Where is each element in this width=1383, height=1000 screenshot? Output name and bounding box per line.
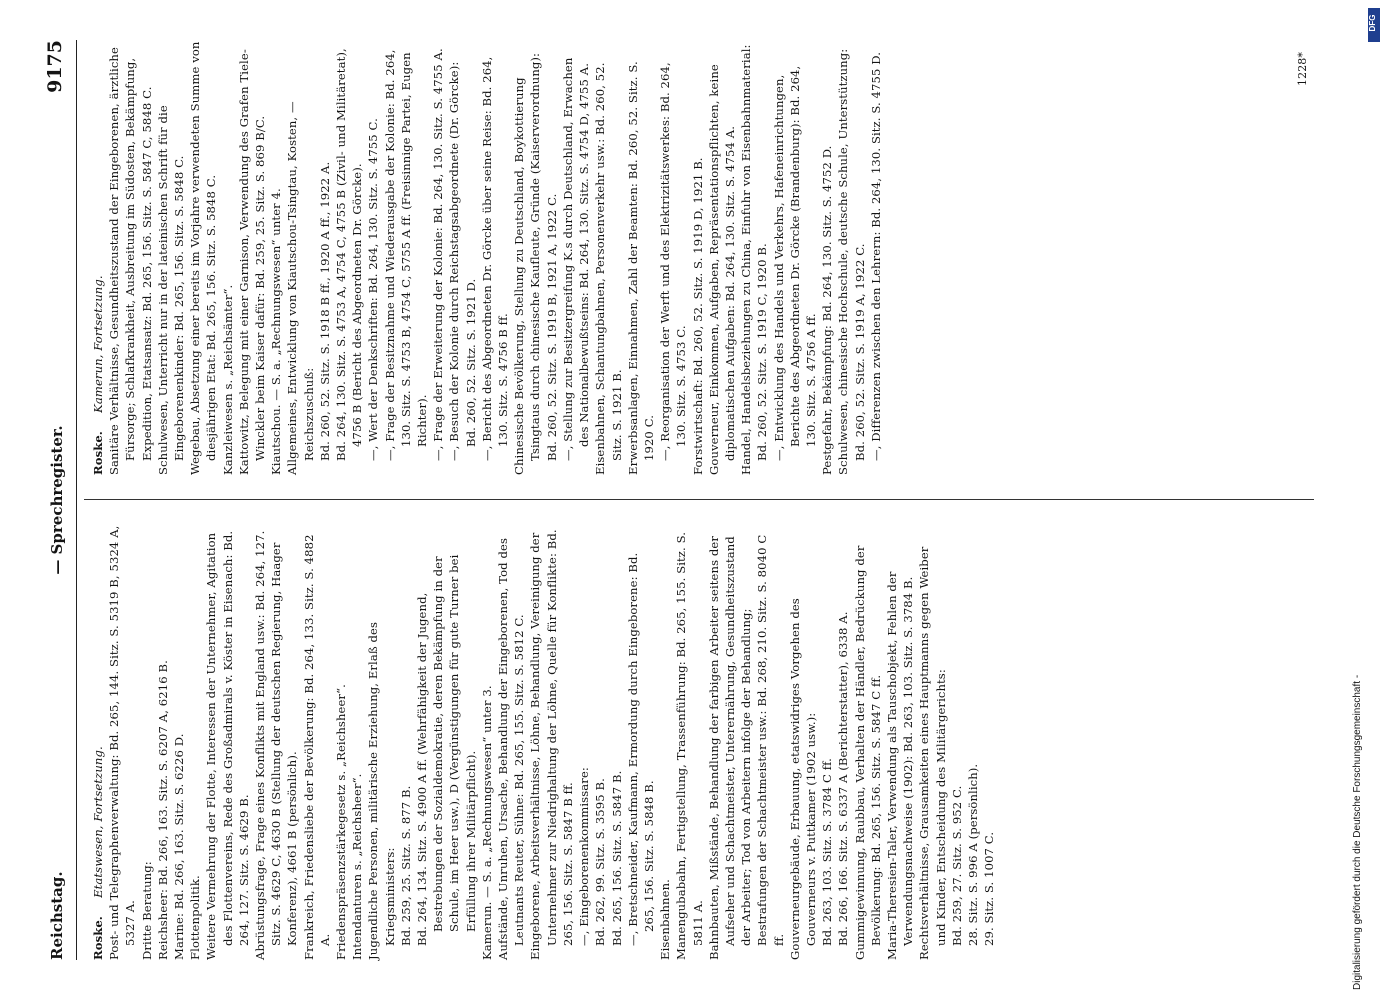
register-entry: —, Frage der Erweiterung der Kolonie: Bd. 264, 130. Sitz. S. 4755 A. [431,48,446,461]
register-entry: Bd. 259, 25. Sitz. S. 877 B. [398,785,413,946]
register-entry: Eisenbahnen, Schantungbahnen, Personenverkehr usw.: Bd. 260, 52. Sitz. S. 1921 B. [593,62,624,475]
register-entry: Erwerbsanlagen, Einnahmen, Zahl der Beamten: Bd. 260, 52. Sitz. S. 1920 C. [625,61,656,475]
right-column-title: Kamerun, Fortsetzung. [91,275,105,413]
register-entry: Bd. 260, 52. Sitz. S. 1918 B ff., 1920 A ff., 1922 A. [317,161,332,461]
page-number: 9175 [44,40,66,93]
rotated-register-page [40,40,1320,960]
left-column-entries [106,525,997,960]
register-entry: Sanitäre Verhältnisse, Gesundheitszustand der Eingeborenen, ärztliche Fürsorge; Schlafkrankheit, Ausbreitung im Südosten, Bekämpfung, Expedition, Etatsansatz: Bd. 265, 156. Sitz. S. 5847 C, 5848 C. [107,47,154,475]
register-entry: Bd. 262, 99. Sitz. S. 3595 B. [593,778,608,946]
register-entry: Friedenspräsenzstärkegesetz s. „Reichsheer“. [334,684,349,960]
register-entry: Flottenpolitik. [188,875,203,960]
register-entry: Maria-Theresien-Taler, Verwendung als Tauschobjekt, Fehlen der Verwendungsnachweise (1902): Bd. 263, 103. Sitz. S. 3784 B. [884,571,916,960]
register-entry: Bd. 265, 156. Sitz. S. 5847 B. [609,770,624,946]
register-entry: Manengubabahn, Fertigstellung, Trassenführung: Bd. 265, 155. Sitz. S. 5811 A. [674,532,705,960]
left-column [90,525,1315,960]
register-entry: —, Entwicklung des Handels und Verkehrs, Hafeneinrichtungen, Berichte des Abgeordneten Dr. Görcke (Brandenburg): Bd. 264, 130. Sitz. S. 4756 A ff. [771,65,818,461]
register-entry: Schulwesen, chinesische Hochschule, deutsche Schule, Unterstützung: Bd. 260, 52. Sitz. S. 1919 A, 1922 C. [836,48,867,475]
register-entry: Pestgefahr, Bekämpfung: Bd. 264, 130. Sitz. S. 4752 D. [820,145,835,475]
register-entry: 28. Sitz. S. 996 A (persönlich). [965,763,980,946]
register-entry: Eisenbahnen. [658,879,673,960]
register-entry: Gouverneur, Einkommen, Aufgaben, Repräsentationspflichten, keine diplomatischen Aufgaben: Bd. 264, 130. Sitz. S. 4754 A. [706,64,737,475]
register-entry: —, Stellung zur Besitzergreifung K.s durch Deutschland, Erwachen des Nationalbewußtseins: Bd. 264, 130. Sitz. S. 4754 D, 4755 A. [560,57,592,461]
register-entry: Gouverneurgebäude, Erbauung, etatswidriges Vorgehen des Gouverneurs v. Puttkamer (1902 usw.): [787,598,818,960]
register-entry: Bd. 263, 103. Sitz. S. 3784 C ff. [820,758,835,946]
register-entry: Kamerun. — S. a. „Rechnungswesen“ unter 3. [479,685,494,960]
register-entry: Bd. 259, 27. Sitz. S. 952 C. [949,785,964,946]
register-entry: —, Eingeborenenkommissare: [577,767,592,946]
register-entry: Reichsheer: Bd. 266, 163. Sitz. S. 6207 A, 6216 B. [155,660,170,960]
register-entry: Abrüstungsfrage, Frage eines Konflikts mit England usw.: Bd. 264, 127. Sitz. S. 4629 C, 4630 B (Stellung der deutschen Regierung, Haager Konferenz), 4661 B (persönlich). [253,530,300,960]
right-column [90,40,1315,475]
left-column-tag: Roske. [91,916,105,960]
digitization-note [1344,10,1374,995]
register-entry: Handel, Handelsbeziehungen zu China, Einfuhr von Eisenbahnmaterial: Bd. 260, 52. Sitz. S. 1919 C, 1920 B. [739,44,770,475]
register-entry: Rechtsverhältnisse, Grausamkeiten eines Hauptmanns gegen Weiber und Kinder, Entscheidung des Militärgerichts: [917,546,948,960]
register-entry: —, Wert der Denkschriften: Bd. 264, 130. Sitz. S. 4755 C. [366,118,381,461]
register-entry: —, Differenzen zwischen den Lehrern: Bd. 264, 130. Sitz. S. 4755 D. [868,52,883,461]
register-entry: Kattowitz, Belegung mit einer Garnison, Verwendung des Grafen Tiele-Winckler beim Kaiser dafür: Bd. 259, 25. Sitz. S. 869 B/C. [236,49,268,475]
header-left: Reichstag. [48,871,66,960]
register-entry: Dritte Beratung: [139,861,154,960]
register-entry: Chinesische Bevölkerung, Stellung zu Deutschland, Boykottierung Tsingtaus durch chinesische Kaufleute, Gründe (Kaiserverordnung): Bd. 260, 52. Sitz. S. 1919 B, 1921 A, 1922 C. [512,52,559,475]
register-entry: Kiautschou. — S. a. „Rechnungswesen“ unter 4. [269,188,284,475]
register-entry: Wegebau, Absetzung einer bereits im Vorjahre verwendeten Summe von diesjährigen Etat: Bd. 265, 156. Sitz. S. 5848 C. [188,41,219,475]
dfg-badge-label: DFG [1368,14,1377,32]
register-entry: Schulwesen, Unterricht nur in der lateinischen Schrift für die Eingeborenenkinder: Bd. 265, 156. Sitz. S. 5848 C. [155,105,187,475]
register-entry: —, Reorganisation der Werft und des Elektrizitätswerkes: Bd. 264, 130. Sitz. S. 4753 C. [658,62,689,461]
register-entry: Frankreich, Friedensliebe der Bevölkerung: Bd. 264, 133. Sitz. S. 4882 A. [301,534,332,960]
header-center: — Sprechregister. [48,425,66,575]
register-entry: Bd. 266, 166. Sitz. S. 6337 A (Berichterstatter), 6338 A. [836,611,851,946]
register-entry: Bahnbauten, Mißstände, Behandlung der farbigen Arbeiter seitens der Aufseher und Schachtmeister, Unterernährung, Gesundheitszustand der Arbeiter; Tod von Arbeitern infolge der Behandlung; Bestrafungen der Schachtmeister usw.: Bd. 268, 210. Sitz. S. 8040 C ff. [706,534,786,960]
register-entry: Intendanturen s. „Reichsheer“. [350,773,365,960]
left-column-heading [90,525,106,960]
register-entry: Bd. 264, 130. Sitz. S. 4753 A, 4754 C, 4755 B (Zivil- und Militäretat), 4756 B (Bericht des Abgeordneten Dr. Görcke). [334,48,365,461]
register-entry: —, Besuch der Kolonie durch Reichstagsabgeordnete (Dr. Görcke): Bd. 260, 52. Sitz. S. 1921 D. [447,61,478,461]
register-entry: Marine: Bd. 266, 163. Sitz. S. 6226 D. [172,733,187,960]
register-entry: Aufstände, Unruhen, Ursache, Behandlung der Eingeborenen, Tod des Leutnants Reuter, Sühne: Bd. 265, 155. Sitz. S. 5812 C. [496,537,527,960]
right-column-tag: Roske. [91,431,105,475]
sheet-signature: 1228* [1295,52,1309,86]
register-entry: 29. Sitz. S. 1007 C. [982,831,997,946]
register-entry: Kanzleiwesen s. „Reichsämter“. [220,284,235,475]
page-header [40,40,80,960]
register-entry: —, Bericht des Abgeordneten Dr. Görcke über seine Reise: Bd. 264, 130. Sitz. S. 4756 B ff. [479,56,511,461]
register-entry: —, Bretschneider, Kaufmann, Ermordung durch Eingeborene: Bd. 265, 156. Sitz. S. 5848 B. [625,552,656,946]
register-entry: Bd. 264, 134. Sitz. S. 4900 A ff. (Wehrfähigkeit der Jugend, Bestrebungen der Sozialdemokratie, deren Bekämpfung in der Schule, im Heer usw.), D (Vergünstigungen für gute Turner bei Erfüllung ihrer Militärpflicht). [415,554,478,946]
left-column-title: Etatswesen, Fortsetzung. [91,746,105,898]
dfg-badge [1368,8,1380,42]
register-entry: —, Frage der Besitznahme und Wiederausgabe der Kolonie: Bd. 264, 130. Sitz. S. 4753 B, 4754 C, 5755 A ff. (Freisinnige Partei, Eugen Richter). [382,49,430,461]
register-entry: Gummigewinnung, Raubbau, Verhalten der Händler, Bedrückung der Bevölkerung: Bd. 265, 156. Sitz. S. 5847 C ff. [852,545,883,960]
header-rule [76,40,77,960]
register-entry: Post- und Telegraphenverwaltung: Bd. 265, 144. Sitz. S. 5319 B, 5324 A, 5327 A. [107,525,138,960]
column-divider [84,499,1314,500]
right-column-entries [106,40,884,475]
register-entry: Forstwirtschaft: Bd. 260, 52. Sitz. S. 1919 D, 1921 B. [690,157,705,475]
register-entry: Eingeborene, Arbeitsverhältnisse, Löhne, Behandlung, Vereinigung der Unternehmer zur Niedrighaltung der Löhne, Quelle für Konflikte: Bd. 265, 156. Sitz. S. 5847 B ff. [528,529,575,960]
register-entry: Weitere Vermehrung der Flotte, Interessen der Unternehmer, Agitation des Flottenvereins, Rede des Großadmirals v. Köster in Eisenach: Bd. 264, 127. Sitz. S. 4629 B. [204,530,251,960]
register-entry: Allgemeines, Entwicklung von Kiautschou-Tsingtau, Kosten, — Reichszuschuß: [285,101,316,475]
right-column-heading [90,40,106,475]
register-entry: Jugendliche Personen, militärische Erziehung, Erlaß des Kriegsministers: [366,621,397,960]
digitization-note-text: Digitalisierung gefördert durch die Deutsche Forschungsgemeinschaft - [1352,674,1363,990]
